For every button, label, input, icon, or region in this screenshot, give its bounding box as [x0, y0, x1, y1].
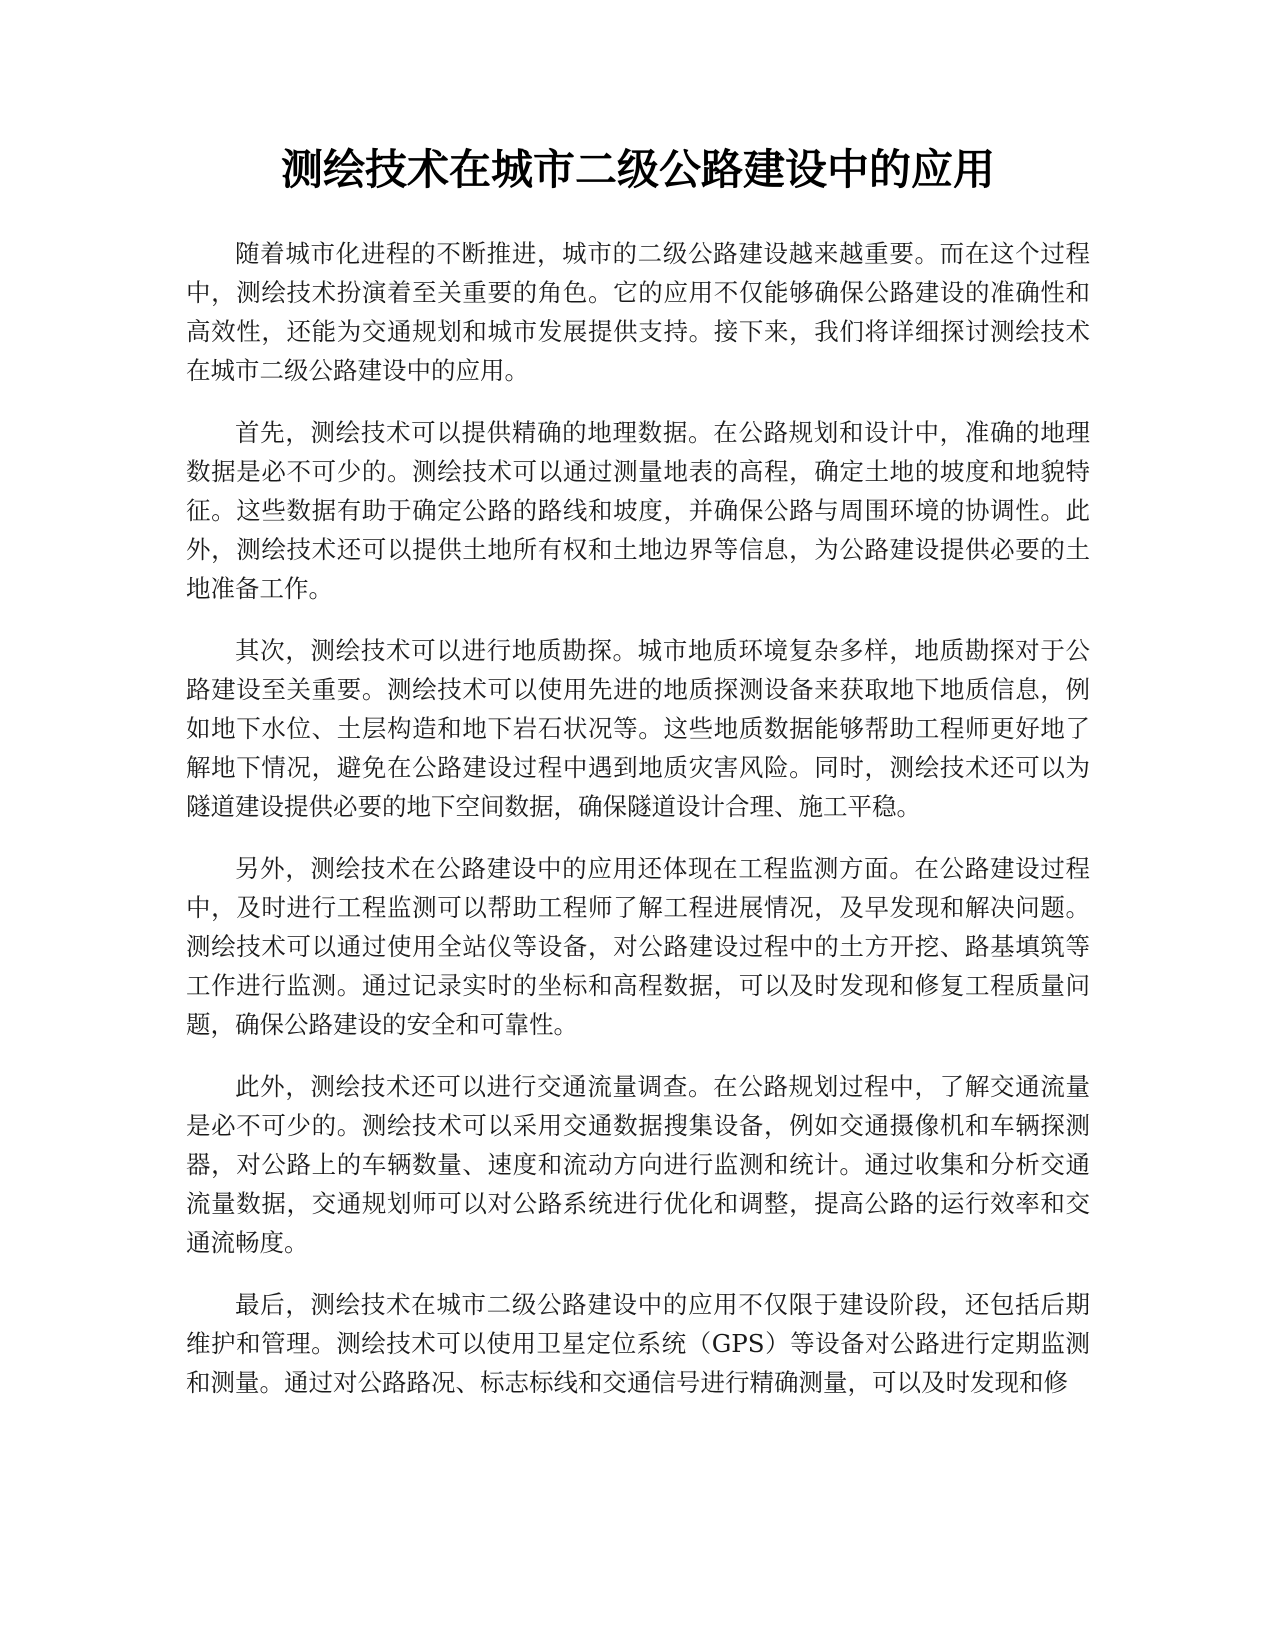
- paragraph-engineering-monitoring: 另外，测绘技术在公路建设中的应用还体现在工程监测方面。在公路建设过程中，及时进行工程监测可以帮助工程师了解工程进展情况，及早发现和解决问题。测绘技术可以通过使用全站仪等设备，对公路建设过程中的土方开挖、路基填筑等工作进行监测。通过记录实时的坐标和高程数据，可以及时发现和修复工程质量问题，确保公路建设的安全和可靠性。: [186, 854, 1090, 1039]
- paragraph-traffic-survey: 此外，测绘技术还可以进行交通流量调查。在公路规划过程中，了解交通流量是必不可少的。测绘技术可以采用交通数据搜集设备，例如交通摄像机和车辆探测器，对公路上的车辆数量、速度和流动方向进行监测和统计。通过收集和分析交通流量数据，交通规划师可以对公路系统进行优化和调整，提高公路的运行效率和交通流畅度。: [186, 1072, 1090, 1257]
- document-title: 测绘技术在城市二级公路建设中的应用: [280, 145, 995, 194]
- paragraph-maintenance: 最后，测绘技术在城市二级公路建设中的应用不仅限于建设阶段，还包括后期维护和管理。测绘技术可以使用卫星定位系统（GPS）等设备对公路进行定期监测和测量。通过对公路路况、标志标线和交通信号进行精确测量，可以及时发现和修: [186, 1290, 1090, 1397]
- paragraph-geological-survey: 其次，测绘技术可以进行地质勘探。城市地质环境复杂多样，地质勘探对于公路建设至关重要。测绘技术可以使用先进的地质探测设备来获取地下地质信息，例如地下水位、土层构造和地下岩石状况等。这些地质数据能够帮助工程师更好地了解地下情况，避免在公路建设过程中遇到地质灾害风险。同时，测绘技术还可以为隧道建设提供必要的地下空间数据，确保隧道设计合理、施工平稳。: [186, 636, 1090, 821]
- document-page: [186, 140, 1090, 1425]
- paragraph-intro: 随着城市化进程的不断推进，城市的二级公路建设越来越重要。而在这个过程中，测绘技术扮演着至关重要的角色。它的应用不仅能够确保公路建设的准确性和高效性，还能为交通规划和城市发展提供支持。接下来，我们将详细探讨测绘技术在城市二级公路建设中的应用。: [186, 239, 1090, 385]
- paragraph-geographic-data: 首先，测绘技术可以提供精确的地理数据。在公路规划和设计中，准确的地理数据是必不可少的。测绘技术可以通过测量地表的高程，确定土地的坡度和地貌特征。这些数据有助于确定公路的路线和坡度，并确保公路与周围环境的协调性。此外，测绘技术还可以提供土地所有权和土地边界等信息，为公路建设提供必要的土地准备工作。: [186, 418, 1090, 603]
